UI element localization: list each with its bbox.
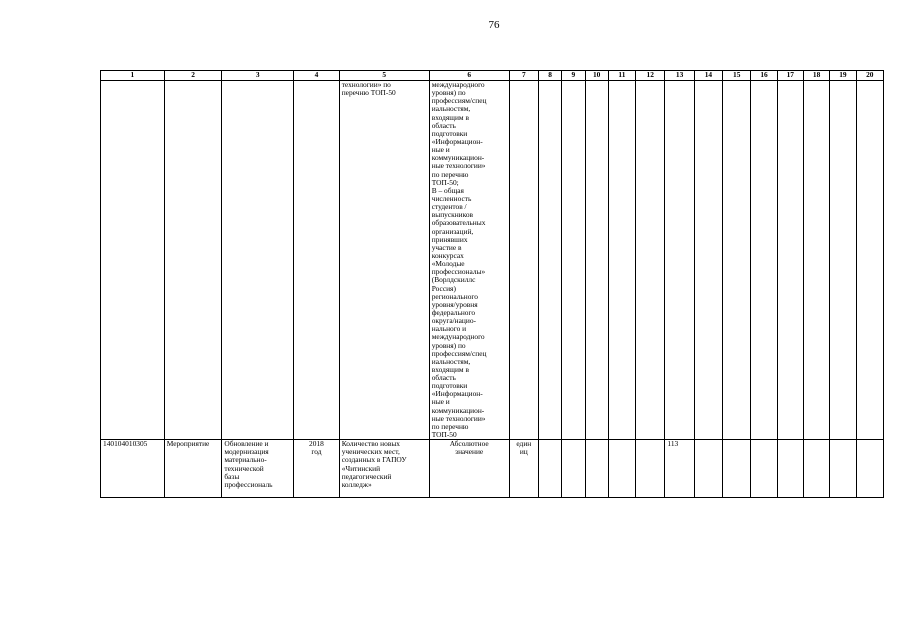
cell-col12	[636, 81, 665, 440]
cell-text-line: область	[431, 373, 456, 383]
cell-col20	[856, 440, 883, 498]
cell-text-line: по перечню	[431, 421, 469, 431]
column-number-12: 12	[636, 71, 665, 81]
cell-text-line: В – общая	[431, 185, 464, 195]
cell-col4	[294, 81, 340, 440]
cell-text-line: колледж»	[341, 479, 372, 489]
cell-text-line: 2018	[309, 439, 324, 449]
cell-col19	[830, 81, 856, 440]
cell-col9	[562, 81, 585, 440]
cell-text-line: иальностям,	[431, 356, 471, 366]
column-number-7: 7	[509, 71, 538, 81]
cell-col17	[777, 81, 803, 440]
column-number-1: 1	[101, 71, 165, 81]
cell-text-line: профессиональ	[224, 479, 273, 489]
cell-text-line: созданных в ГАПОУ	[341, 455, 407, 465]
cell-col11	[608, 440, 635, 498]
cell-text-line: «Информацион-	[431, 136, 483, 146]
cell-text-line: ные и	[431, 145, 450, 155]
cell-text-line: ные технологии»	[431, 413, 486, 423]
cell-type: Мероприятие	[164, 440, 222, 498]
cell-text-line: принявших	[431, 234, 468, 244]
column-number-8: 8	[538, 71, 561, 81]
cell-text-line: подготовки	[431, 128, 468, 138]
cell-col18	[803, 440, 829, 498]
cell-col7	[509, 81, 538, 440]
cell-col10	[585, 440, 608, 498]
cell-text-line: перечню ТОП-50	[341, 88, 396, 98]
cell-text-line: нального и	[431, 324, 467, 334]
cell-col3	[222, 81, 294, 440]
cell-event-name	[222, 440, 294, 498]
cell-text-line: организаций,	[431, 226, 474, 236]
cell-text-line: ные технологии»	[431, 161, 486, 171]
cell-col18	[803, 81, 829, 440]
cell-text-line: «Информацион-	[431, 389, 483, 399]
cell-text-line: «Молодые	[431, 259, 465, 269]
cell-text-line: профессионалы»	[431, 267, 486, 277]
cell-text-line: модернизация	[224, 447, 269, 457]
cell-text-line: Абсолютное	[449, 439, 489, 449]
cell-col20	[856, 81, 883, 440]
cell-text-line: педагогический	[341, 471, 392, 481]
cell-col8	[538, 440, 561, 498]
cell-text-line: Количество новых	[341, 439, 400, 449]
cell-text-line: профессиям/спец	[431, 96, 487, 106]
cell-text-line: иц	[519, 447, 528, 457]
cell-col15	[723, 440, 751, 498]
cell-text-line: выпускников	[431, 210, 474, 220]
column-number-9: 9	[562, 71, 585, 81]
column-number-15: 15	[723, 71, 751, 81]
cell-text-line: материально-	[224, 455, 267, 465]
column-number-row	[101, 71, 884, 81]
page-number: 76	[488, 19, 500, 31]
cell-text-line: Россия)	[431, 283, 456, 293]
cell-text-line: округа/нацио-	[431, 316, 476, 326]
cell-text-line: федерального	[431, 307, 476, 317]
cell-col15	[723, 81, 751, 440]
cell-col1	[101, 81, 165, 440]
cell-text-line: «Читинский	[341, 463, 381, 473]
column-number-10: 10	[585, 71, 608, 81]
cell-unit	[509, 440, 538, 498]
cell-col17	[777, 440, 803, 498]
column-number-20: 20	[856, 71, 883, 81]
cell-text-line: подготовки	[431, 381, 468, 391]
cell-col12	[636, 440, 665, 498]
cell-text-line: входящим в	[431, 112, 469, 122]
cell-text-line: профессиям/спец	[431, 348, 487, 358]
column-number-2: 2	[164, 71, 222, 81]
indicators-table	[100, 70, 884, 498]
cell-col10	[585, 81, 608, 440]
cell-text-line: участие в	[431, 242, 462, 252]
cell-col11	[608, 81, 635, 440]
cell-col13	[665, 81, 694, 440]
cell-text-line: базы	[224, 471, 240, 481]
cell-text-line: по перечню	[431, 169, 469, 179]
column-number-11: 11	[608, 71, 635, 81]
cell-text-line: уровня) по	[431, 88, 466, 98]
cell-text-line: ТОП-50;	[431, 177, 459, 187]
cell-text-line: иальностям,	[431, 104, 471, 114]
cell-col14	[694, 81, 722, 440]
cell-code: 140104010305	[101, 440, 165, 498]
cell-text-line: коммуникацион-	[431, 405, 485, 415]
cell-col8	[538, 81, 561, 440]
column-number-17: 17	[777, 71, 803, 81]
column-number-18: 18	[803, 71, 829, 81]
cell-col6-method	[429, 81, 509, 440]
cell-text-line: студентов /	[431, 202, 467, 212]
cell-text-line: международного	[431, 80, 485, 89]
column-number-16: 16	[751, 71, 777, 81]
cell-year	[294, 440, 340, 498]
cell-text-line: область	[431, 120, 456, 130]
cell-text-line: ные и	[431, 397, 450, 407]
cell-text-line: ТОП-50	[431, 430, 457, 440]
cell-col2	[164, 81, 222, 440]
cell-col16	[751, 81, 777, 440]
cell-text-line: год	[311, 447, 322, 457]
column-number-13: 13	[665, 71, 694, 81]
cell-col19	[830, 440, 856, 498]
table-row-continuation	[101, 81, 884, 440]
cell-text-line: (Ворлдскиллс	[431, 275, 476, 285]
cell-target-value: 113	[665, 440, 694, 498]
column-number-3: 3	[222, 71, 294, 81]
cell-col5-indicator	[339, 81, 429, 440]
cell-text-line: численность	[431, 193, 472, 203]
cell-value-type	[429, 440, 509, 498]
cell-text-line: коммуникацион-	[431, 153, 485, 163]
cell-text-line: конкурсах	[431, 250, 464, 260]
cell-col9	[562, 440, 585, 498]
cell-text-line: ученических мест,	[341, 447, 400, 457]
cell-text-line: регионального	[431, 291, 478, 301]
column-number-5: 5	[339, 71, 429, 81]
cell-text-line: значение	[455, 447, 484, 457]
cell-text-line: образовательных	[431, 218, 486, 228]
cell-text-line: международного	[431, 332, 485, 342]
column-number-14: 14	[694, 71, 722, 81]
cell-text-line: уровня) по	[431, 340, 466, 350]
cell-text-line: един	[516, 439, 532, 449]
cell-indicator	[339, 440, 429, 498]
column-number-19: 19	[830, 71, 856, 81]
cell-text-line: технологии» по	[341, 80, 391, 89]
cell-text-line: Обновление и	[224, 439, 269, 449]
cell-col14	[694, 440, 722, 498]
column-number-4: 4	[294, 71, 340, 81]
cell-text-line: уровня/уровня	[431, 299, 478, 309]
cell-col16	[751, 440, 777, 498]
cell-text-line: технической	[224, 463, 264, 473]
cell-text-line: входящим в	[431, 364, 469, 374]
table-row-event	[101, 440, 884, 498]
column-number-6: 6	[429, 71, 509, 81]
